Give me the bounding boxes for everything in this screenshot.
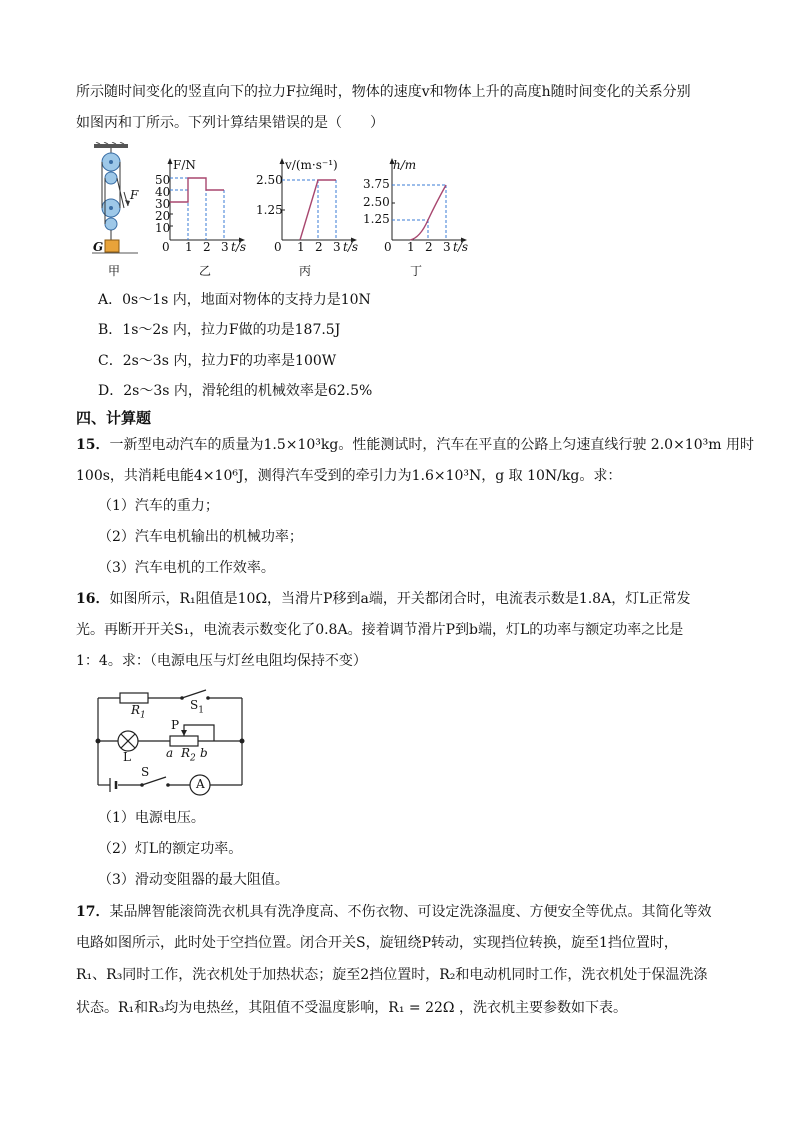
intro-line-1: 所示随时间变化的竖直向下的拉力F拉绳时，物体的速度v和物体上升的高度h随时间变化的关系分别 [76,84,691,100]
q16-sub-2: （2）灯L的额定功率。 [98,841,243,857]
yi-ytick: 30 [155,197,171,211]
bing-ytick: 1.25 [256,203,283,217]
circuit-diagram-q16 [90,685,250,800]
q15-sub-1: （1）汽车的重力； [98,498,219,514]
q16-line-2: 光。再断开开关S₁，电流表示数变化了0.8A。接着调节滑片P到b端，灯L的功率与额定功率之比是 [76,622,684,638]
p-label: P [171,718,180,732]
q16-line-3: 1：4。求：（电源电压与灯丝电阻均保持不变） [76,653,367,669]
option-a: A．0s～1s 内，地面对物体的支持力是10N [98,292,371,308]
q17-line-2: 电路如图所示，此时处于空挡位置。闭合开关S，旋钮绕P转动，实现挡位转换，旋至1挡位置时， [76,935,678,951]
bing-xlabel: t/s [343,240,359,254]
ding-xtick: 2 [425,240,433,254]
q15-number: 15． [76,437,110,453]
q16-sub-1: （1）电源电压。 [98,810,205,826]
weight-label: G [93,240,104,254]
yi-ytick: 20 [155,209,171,223]
option-d: D．2s～3s 内，滑轮组的机械效率是62.5% [98,383,373,399]
q15-line-1: 一新型电动汽车的质量为1.5×10³kg。性能测试时，汽车在平直的公路上匀速直线行驶 2.0×10³m 用时 [109,437,754,453]
s-label: S [141,765,150,779]
ding-xlabel: t/s [453,240,469,254]
q17-number: 17． [76,904,110,920]
s1-label: $S_1$ [190,698,204,716]
a-label: a [166,746,174,760]
q17-line-1: 某品牌智能滚筒洗衣机具有洗净度高、不伤衣物、可设定洗涤温度、方便安全等优点。其简化等效 [109,904,712,920]
ammeter-label: A [196,777,205,791]
yi-ytick: 10 [155,221,171,235]
b-label: b [200,746,208,760]
q17-line-3: R₁、R₃同时工作，洗衣机处于加热状态；旋至2挡位置时，R₂和电动机同时工作，洗衣机处于保温洗涤 [76,967,708,983]
ding-ylabel: h/m [393,158,417,172]
bing-xtick: 2 [315,240,323,254]
q16-number: 16． [76,591,110,607]
lamp-label: L [123,750,131,764]
q17-line-4: 状态。R₁和R₃均为电热丝，其阻值不受温度影响，R₁ = 22Ω ，洗衣机主要参数如下表。 [76,1000,627,1016]
ding-ytick: 3.75 [363,177,390,191]
bing-ytick: 2.50 [256,173,283,187]
bing-ylabel: v/(m·s⁻¹) [285,158,338,172]
yi-xtick: 3 [221,240,229,254]
q15-sub-3: （3）汽车电机的工作效率。 [98,560,275,576]
ding-ytick: 1.25 [363,212,390,226]
r1-label: $R_1$ [131,703,146,721]
q16-sub-3: （3）滑动变阻器的最大阻值。 [98,872,289,888]
q16-line-1: 如图所示，R₁阻值是10Ω，当滑片P移到a端，开关都闭合时，电流表示数是1.8A，灯L正常发 [109,591,691,607]
ding-xtick: 3 [443,240,451,254]
yi-ytick: 50 [155,173,171,187]
yi-xlabel: t/s [231,240,247,254]
section-title: 四、计算题 [76,409,152,427]
force-label: F [130,188,139,202]
yi-ytick: 40 [155,185,171,199]
bing-xtick: 3 [333,240,341,254]
bing-xtick: 1 [297,240,305,254]
r2-label: $R_2$ [181,746,196,764]
q15-line-2: 100s，共消耗电能4×10⁶J，测得汽车受到的牵引力为1.6×10³N，g 取 10N/kg。求： [76,468,622,484]
bing-xtick: 0 [274,240,282,254]
q15-sub-2: （2）汽车电机输出的机械功率； [98,529,303,545]
yi-ylabel: F/N [173,158,196,172]
option-c: C．2s～3s 内，拉力F的功率是100W [98,353,337,369]
caption-ding: 丁 [410,264,423,278]
caption-jia: 甲 [108,264,121,278]
caption-yi: 乙 [199,264,212,278]
caption-bing: 丙 [299,264,312,278]
yi-xtick: 2 [203,240,211,254]
ding-xtick: 1 [407,240,415,254]
option-b: B．1s～2s 内，拉力F做的功是187.5J [98,322,341,338]
yi-xtick: 0 [162,240,170,254]
intro-line-2: 如图丙和丁所示。下列计算结果错误的是（ ） [76,115,384,131]
ding-ytick: 2.50 [363,195,390,209]
yi-xtick: 1 [185,240,193,254]
ding-xtick: 0 [384,240,392,254]
